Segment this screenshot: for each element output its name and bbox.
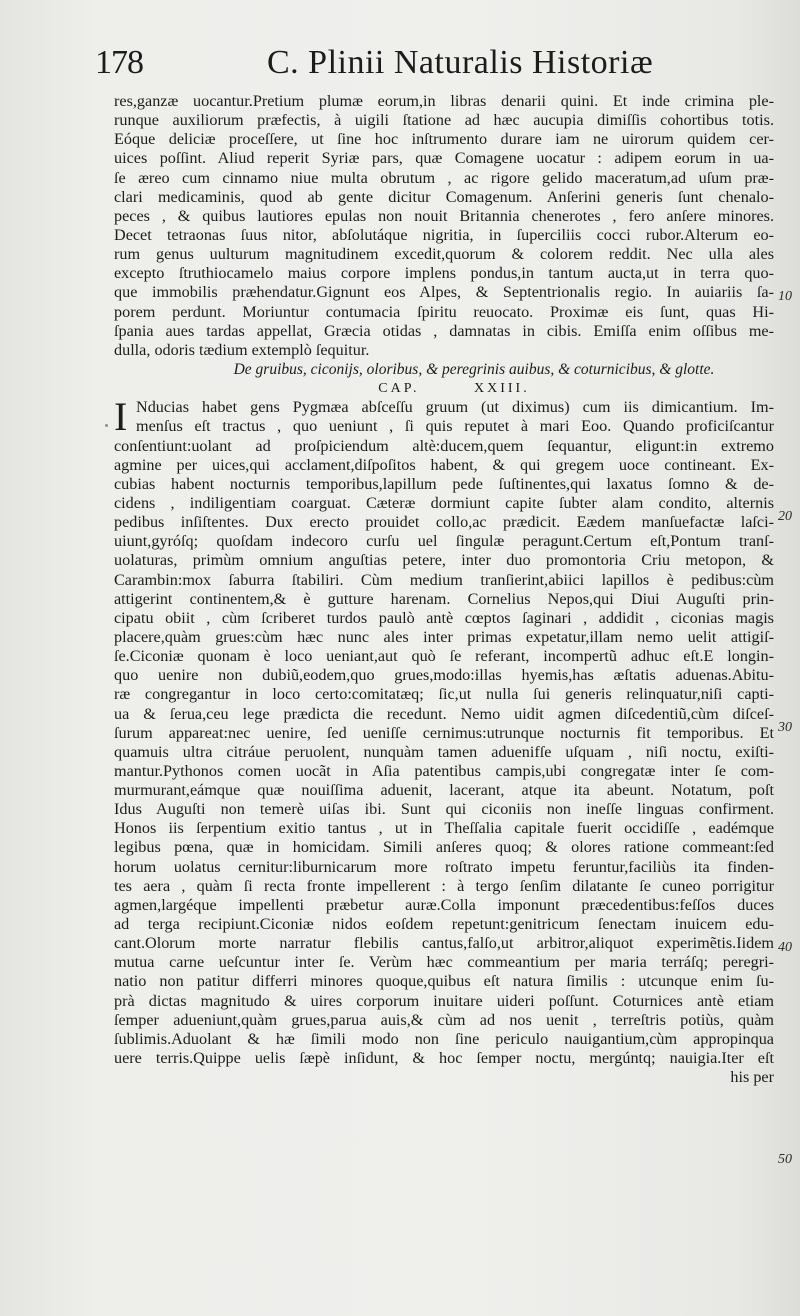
text-line: mutua carne ueſcuntur inter ſe. Verùm hæc commeantium per maria terráſq; peregri- — [114, 953, 774, 972]
text-line: Decet tetraonas ſuus nitor, abſolutáque nigritia, in ſuperciliis cocci rubor.Alterum eo- — [114, 225, 774, 244]
text-line: legibus pœna, quæ in homicidam. Simili anſeres quoq; & olores ratione commeant:ſed — [114, 838, 774, 857]
text-line: uiunt,gyróſq; quoſdam indecoro curſu uel ſingulæ peragunt.Certum eſt,Pontum tranſ- — [114, 532, 774, 551]
text-line: dulla, odoris tædium extemplò ſequitur. — [114, 340, 370, 359]
line-number-30: 30 — [778, 720, 792, 735]
text-line: pedibus inſiſtentes. Dux erecto prouidet collo,ac prædicit. Eædem manſuefactæ laſci- — [114, 513, 774, 532]
bleed-through-mark-2 — [40, 660, 100, 670]
text-line: peces , & quibus lautiores epulas non nouit Britannia chenerotes , fero anſere minores. — [114, 206, 774, 225]
text-line: porem perdunt. Moriuntur contumacia ſpiritu reuocato. Proximæ eis ſunt, quas Hi- — [114, 302, 774, 321]
text-line: ua & ſerua,ceu lege prædicta die recedunt. Nemo uidit agmen diſcedentiũ,cùm diſceſ- — [114, 704, 774, 723]
text-line: ſe.Ciconiæ quonam è loco ueniant,aut quò ſe referant, incompertũ adhuc eſt.E longin- — [114, 647, 774, 666]
text-line: mantur.Pythonos comen uocãt in Aſia patentibus campis,ubi congregatæ inter ſe com- — [114, 761, 774, 780]
text-line: Nducias habet gens Pygmæa abſceſſu gruum (ut diximus) cum iis dimicantium. Im- — [136, 398, 774, 417]
text-line: Idus Auguſti non temerè uiſas ibi. Sunt qui ciconiis non ineſſe linguas confirment. — [114, 800, 774, 819]
text-line: excepto ſtruthiocamelo maius corpore implens pondus,in tantum aucta,ut in terra quo- — [114, 264, 774, 283]
text-line: agmen,largéque impellenti præbetur auræ.Colla imponunt præcedentibus:feſſos duces — [114, 895, 774, 914]
text-line: prà dictas magnitudo & uires corporum inuitare uideri poſſunt. Coturnices antè etiam — [114, 991, 774, 1010]
text-line: clari medicaminis, quod ab gente dicitur Comagenum. Anſerini generis ſunt chenalo- — [114, 187, 774, 206]
text-line: placere,quàm grues:cùm hæc nunc ales inter primas expetatur,illam nemo uelit attigiſ- — [114, 627, 774, 646]
text-line: Honos iis ſerpentium exitio tantus , ut in Theſſalia capitale fuerit occidiſſe , eadémque — [114, 819, 774, 838]
text-line: rum genus uulturum magnitudinem excedit,quorum & colorem reddit. Nec ulla ales — [114, 245, 774, 264]
line-number-10: 10 — [778, 289, 792, 304]
folio-number: 178 — [95, 44, 143, 81]
text-line: horum uolatus cernitur:liburnicarum more roſtrato impetu feruntur,faciliùs ita finden- — [114, 857, 774, 876]
text-line: Carambin:mox ſaburra ſtabiliri. Cùm medium tranſierint,abiici lapillos è pedibus:cùm — [114, 570, 774, 589]
text-line: cidens , indiligentiam coarguat. Cæteræ dormiunt capite ſubter alam condito, alternis — [114, 493, 774, 512]
chapter-number: XXIII. — [473, 381, 530, 397]
text-line: natio non patitur differri minores quoque,quibus eſt natura ſimilis : utcunque enim ſu- — [114, 972, 774, 991]
text-line: runque auxiliorum præfectis, à uigili ſtatione ad hæc aucupia dimiſſis cohortibus totis. — [114, 111, 774, 130]
paragraph-before-chapter — [114, 92, 774, 360]
text-line: ræ congregantur in loco certo:comitatæq; ſic,ut nulla ſui generis relinquatur,niſi capti- — [114, 685, 774, 704]
text-line: cant.Olorum morte narratur flebilis cantus,falſo,ut arbitror,aliquot experimẽtis.Iidem — [114, 934, 774, 953]
text-line: que immobilis præhendatur.Gignunt eos Alpes, & Septentrionalis regio. In auiariis ſa- — [114, 283, 774, 302]
catchword: his per — [730, 1068, 774, 1087]
text-line: ſpania aues tardas appellat, Græcia otidas , damnatas in cibis. Emiſſa enim oſſibus me- — [114, 321, 774, 340]
text-line: ſe æreo cum cinnamo niue multa obrutum , ac rigore gelido maceratum,ad uſum præ- — [114, 168, 774, 187]
line-number-40: 40 — [778, 940, 792, 955]
text-line: quo uenire non dubiũ,eodem,quo grues,modo:illas hyemis,has æſtatis aduenas.Abitu- — [114, 666, 774, 685]
text-line: cubias habent nocturnis temporibus,lapillum pede ſuſtinentes,qui laxatus ſomno & de- — [114, 474, 774, 493]
running-title: C. Plinii Naturalis Historiæ — [267, 44, 654, 81]
line-number-50: 50 — [778, 1152, 792, 1167]
chapter-23-text — [114, 394, 774, 1068]
main-text-block — [114, 92, 774, 1087]
chapter-heading — [114, 379, 774, 398]
text-line: agmine per uices,qui acclament,diſpoſitos habent, & qui gregem uoce contineant. Ex- — [114, 455, 774, 474]
text-line: uere terris.Quippe uelis ſæpè inſidunt, & hoc ſemper noctu, mergúntq; nauigia.Iter eſt — [114, 1049, 774, 1068]
text-line: ſemper adueniunt,quàm grues,parua auis,& cùm ad nos uenit , terreſtris potiùs, quàm — [114, 1010, 774, 1029]
text-line: res,ganzæ uocantur.Pretium plumæ eorum,in libras denarii quini. Et inde crimina ple- — [114, 92, 774, 110]
text-line: Eóque deliciæ proceſſere, ut ſine hoc inſtrumento durare iam ne uirorum quidem cer- — [114, 130, 774, 149]
text-line: attigerint continentem,& è gutture harenam. Cornelius Nepos,qui Diui Auguſti prin- — [114, 589, 774, 608]
text-line: quamuis ultra citráue peruolent, nunquàm tamen aduenifſe uſquam , niſi noctu, exiſti- — [114, 742, 774, 761]
text-line: conſentiunt:uolant ad proſpiciendum altè:ducem,quem ſequantur, eligunt:in extremo — [114, 436, 774, 455]
text-line: uolaturas, primùm omnium anguſtias petere, inter duo promontoria Criu metopon, & — [114, 551, 774, 570]
text-line: tes aera , quàm ſi recta fronte impellerent : à tergo ſenſim dilatante ſe cuneo porrigitur — [114, 876, 774, 895]
drop-cap-initial: I — [114, 394, 128, 440]
chapter-rubric: De gruibus, ciconijs, oloribus, & peregrinis auibus, & coturnicibus, & glotte. — [233, 360, 715, 378]
text-line: ſurum appareat:nec uenire, ſed ueniſſe cernimus:utrunque nocturnis fit temporibus. Et — [114, 723, 774, 742]
text-line: ſublimis.Aduolant & hæ ſimili modo non ſine periculo nauigantium,cùm appropinqua — [114, 1029, 774, 1048]
bleed-through-mark — [40, 420, 100, 430]
line-number-20: 20 — [778, 509, 792, 524]
text-line: uices poſſint. Aliud reperit Syriæ pars, quæ Comagene uocatur : adipem eorum in ua- — [114, 149, 774, 168]
chapter-label: CAP. — [378, 381, 420, 397]
page-header — [95, 40, 775, 90]
text-line: ad terga recipiunt.Ciconiæ nidos eoſdem repetunt:genitricum ſenectam inuicem edu- — [114, 915, 774, 934]
ink-speck — [105, 424, 108, 427]
text-line: murmurant,eámque quæ nouiſſima aduenit, lacerant, atque ita abeunt. Notatum, poſt — [114, 781, 774, 800]
text-line: cipatu obiit , cùm ſcriberet turdos paulò antè cœptos ſaginari , addidit , ciconias magis — [114, 608, 774, 627]
text-line: menſus eſt tractus , quo ueniunt , ſi quis reputet à mari Eoo. Quando proficiſcantur — [136, 417, 774, 436]
